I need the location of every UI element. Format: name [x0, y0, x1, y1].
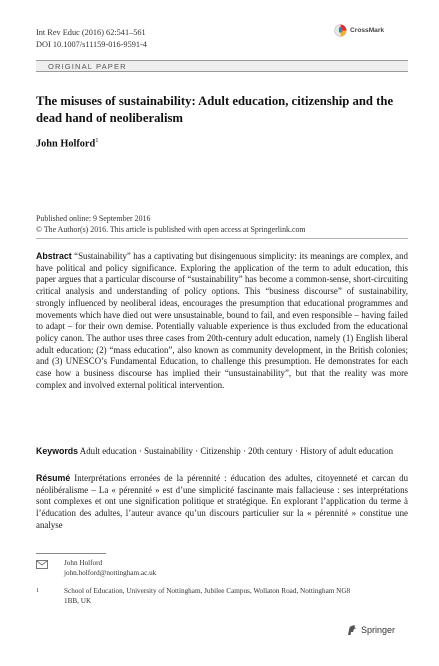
affiliation-footnote: [36, 587, 408, 606]
footnote-rule: [36, 553, 106, 554]
affiliation-text: School of Education, University of Nottingham, Jubilee Campus, Wollaton Road, Nottingham NG8 1BB, UK: [64, 587, 351, 605]
journal-meta: [36, 27, 147, 51]
crossmark-label: CrossMark: [350, 27, 385, 34]
keywords-text: Adult education · Sustainability · Citizenship · 20th century · History of adult education: [79, 446, 394, 456]
publication-info: [36, 213, 306, 235]
resume-label: Résumé: [36, 473, 71, 483]
resume-text: Interprétations erronées de la pérennité : éducation des adultes, citoyenneté et carcan du néolibéralisme – La « pérennité » est d’une simplicité fascinante mais fallacieuse : ses interprétations sont complexes et ont une signification politique et stratégique. En explorant l’application du terme à l’éducation des adultes, l’auteur avance qu’un discours particulier sur la « pérennité » constitue une analyse: [36, 473, 409, 530]
springer-horse-icon: [346, 624, 358, 636]
publisher-name: Springer: [361, 625, 396, 635]
article-title: The misuses of sustainability: Adult education, citizenship and the dead hand of neoliberalism: [36, 94, 394, 125]
envelope-icon: [36, 560, 48, 569]
license-note: © The Author(s) 2016. This article is published with open access at Springerlink.com: [36, 225, 306, 235]
divider: [36, 238, 408, 239]
contact-email[interactable]: john.holford@nottingham.ac.uk: [64, 568, 157, 577]
affiliation-marker: 1: [36, 588, 39, 594]
published-date: Published online: 9 September 2016: [36, 214, 151, 223]
journal-doi[interactable]: DOI 10.1007/s11159-016-9591-4: [36, 40, 147, 50]
crossmark-badge[interactable]: [334, 24, 384, 37]
crossmark-icon: [334, 24, 347, 37]
publisher-logo: [346, 624, 395, 636]
author: [36, 137, 98, 149]
section-bar: [36, 60, 408, 72]
abstract: [36, 251, 408, 391]
abstract-label: Abstract: [36, 251, 72, 261]
resume: [36, 473, 408, 532]
section-label: ORIGINAL PAPER: [48, 62, 127, 71]
journal-citation: Int Rev Educ (2016) 62:541–561: [36, 28, 146, 37]
author-name[interactable]: John Holford: [36, 138, 96, 150]
contact-name: John Holford: [64, 559, 103, 567]
author-affiliation-marker: 1: [95, 137, 99, 144]
abstract-text: “Sustainability” has a captivating but disingenuous simplicity: its meanings are complex, and have political and policy significance. Exploring the application of the term to adult education, this paper argues that a particular discourse of “sustainability” has become a common-sense, short-circuiting critical analysis and understanding of policy options. This “business discourse” of sustainability, strongly influenced by neoliberal ideas, encourages the presumption that educational programmes and movements which have died out were unsustainable, bound to fail, and even responsible – having failed to adapt – for their own demise. Potentially valuable experience is thus excluded from the educational policy canon. The author uses three cases from 20th-century adult education, namely (1) English liberal adult education; (2) “mass education”, also known as community development, in the British colonies; and (3) UNESCO’s Fundamental Education, to challenge this presumption. He demonstrates for each case how a business discourse has implied their “unsustainability”, but that the reality was more complex and involved external political intervention.: [36, 251, 408, 390]
keywords-label: Keywords: [36, 446, 79, 456]
contact-footnote: [36, 559, 156, 578]
keywords: [36, 446, 408, 458]
